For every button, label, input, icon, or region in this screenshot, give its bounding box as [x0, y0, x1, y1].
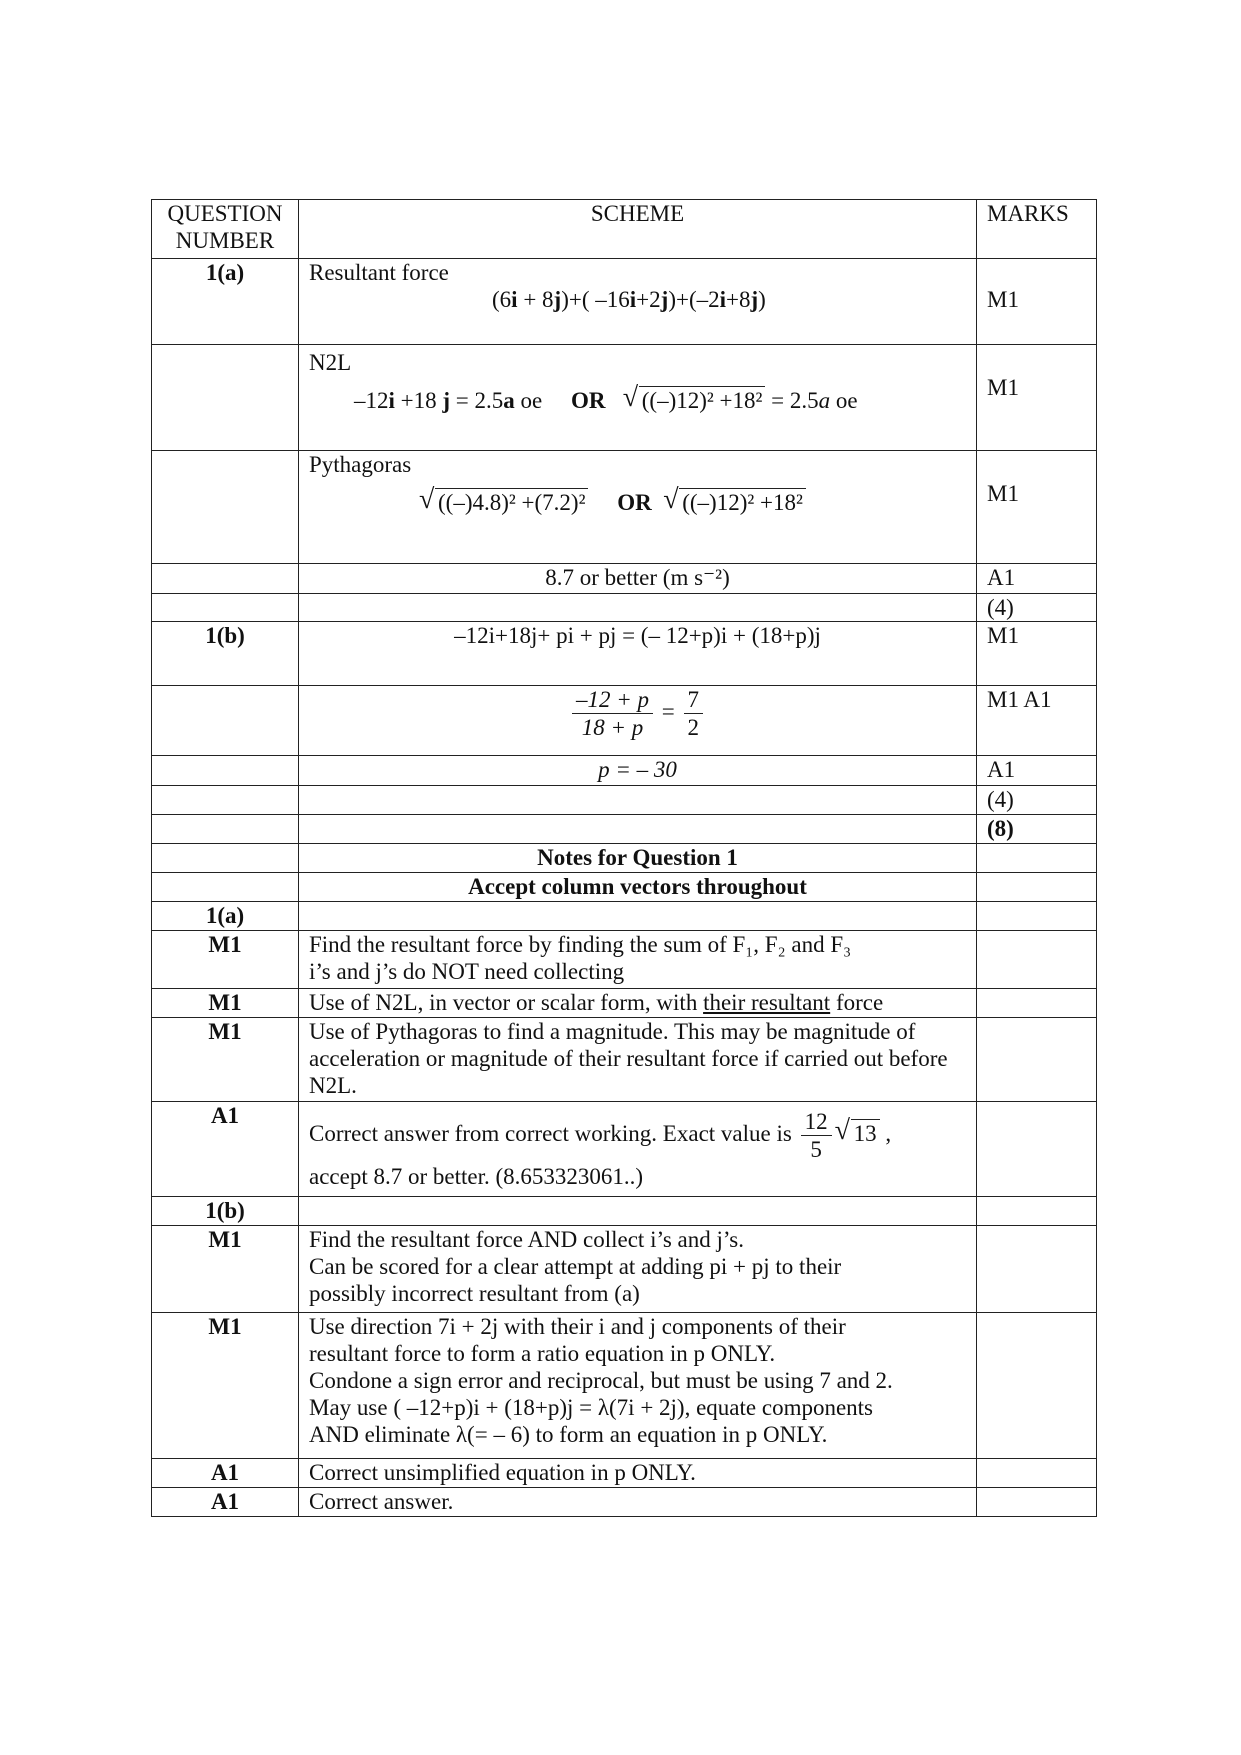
note-mark-label: M1	[152, 931, 299, 989]
table-row	[152, 1313, 1097, 1459]
question-label-empty	[152, 786, 299, 815]
note-mark-label: M1	[152, 1018, 299, 1102]
table-row	[152, 844, 1097, 873]
table-row	[152, 451, 1097, 564]
question-label-empty	[152, 815, 299, 844]
mark-cell	[977, 451, 1097, 564]
table-row	[152, 1197, 1097, 1226]
scheme-cell: –12i+18j+ pi + pj = (– 12+p)i + (18+p)j	[299, 622, 977, 686]
table-row	[152, 873, 1097, 902]
table-row	[152, 622, 1097, 686]
table-row	[152, 259, 1097, 345]
scheme-cell	[299, 259, 977, 345]
table-row	[152, 1459, 1097, 1488]
table-row	[152, 564, 1097, 594]
mark-cell-empty	[977, 1459, 1097, 1488]
scheme-cell-empty	[299, 815, 977, 844]
scheme-title: Pythagoras	[309, 452, 412, 477]
table-row	[152, 594, 1097, 622]
mark-value: M1	[987, 375, 1019, 400]
table-row	[152, 756, 1097, 786]
mark-cell	[977, 259, 1097, 345]
scheme-cell-empty	[299, 594, 977, 622]
mark-cell: (4)	[977, 786, 1097, 815]
scheme-cell-empty	[299, 1197, 977, 1226]
question-label-empty	[152, 844, 299, 873]
note-mark-label: M1	[152, 1226, 299, 1313]
mark-cell: M1	[977, 622, 1097, 686]
mark-cell-empty	[977, 844, 1097, 873]
note-text: Find the resultant force AND collect i’s and j’s. Can be scored for a clear attempt at adding pi + pj to their possibly incorrect resultant from (a)	[299, 1226, 977, 1313]
header-row	[152, 200, 1097, 259]
note-mark-label: A1	[152, 1488, 299, 1517]
note-text: Correct answer.	[299, 1488, 977, 1517]
resultant-equation: (6i + 8j)+( –16i+2j)+(–2i+8j)	[492, 287, 766, 312]
note-mark-label: M1	[152, 1313, 299, 1459]
mark-cell-empty	[977, 989, 1097, 1018]
scheme-title: Resultant force	[309, 260, 449, 285]
mark-cell: (4)	[977, 594, 1097, 622]
table-row	[152, 1018, 1097, 1102]
note-mark-label: A1	[152, 1102, 299, 1197]
mark-cell-empty	[977, 1488, 1097, 1517]
note-text: Use direction 7i + 2j with their i and j components of their resultant force to form a ratio equation in p ONLY. Condone a sign error and reciprocal, but must be using 7 and 2. May use ( –12+p)i + (18+p)j = λ(7i + 2j), equate components AND eliminate λ(= – 6) to form an equation in p ONLY.	[299, 1313, 977, 1459]
mark-value: M1	[987, 287, 1019, 312]
scheme-cell	[299, 451, 977, 564]
table-row	[152, 686, 1097, 756]
pythagoras-equation: √ ((–)4.8)² +(7.2)² OR √ ((–)12)² +18²	[309, 478, 966, 516]
mark-cell-empty	[977, 1313, 1097, 1459]
header-marks: MARKS	[977, 200, 1097, 259]
note-text: Correct answer from correct working. Exact value is $\frac{12}{5}$ √ 13 , accept 8.7 or better. (8.653323061..)	[299, 1102, 977, 1197]
mark-cell: M1 A1	[977, 686, 1097, 756]
scheme-cell-empty	[299, 902, 977, 931]
table-row	[152, 1102, 1097, 1197]
table-row	[152, 786, 1097, 815]
mark-cell-empty	[977, 1018, 1097, 1102]
ratio-right: $\frac{7}{2}$	[684, 686, 704, 741]
scheme-cell	[299, 686, 977, 756]
table-row	[152, 1488, 1097, 1517]
note-text: Use of Pythagoras to find a magnitude. This may be magnitude of acceleration or magnitude of their resultant force if carried out before N2L.	[299, 1018, 977, 1102]
scheme-cell	[299, 345, 977, 451]
total-mark: (8)	[977, 815, 1097, 844]
scheme-cell: p = – 30	[299, 756, 977, 786]
mark-cell-empty	[977, 1226, 1097, 1313]
header-question: QUESTION NUMBER	[152, 200, 299, 259]
mark-cell-empty	[977, 902, 1097, 931]
question-label: 1(a)	[152, 259, 299, 345]
notes-part-label: 1(b)	[152, 1197, 299, 1226]
ratio-left: $\frac{-12 + p}{18 + p}$	[572, 686, 653, 741]
note-text: Use of N2L, in vector or scalar form, with their resultant force	[299, 989, 977, 1018]
scheme-cell-empty	[299, 786, 977, 815]
mark-cell-empty	[977, 873, 1097, 902]
mark-cell	[977, 345, 1097, 451]
notes-title: Notes for Question 1	[299, 844, 977, 873]
scheme-cell: 8.7 or better (m s⁻²)	[299, 564, 977, 594]
question-label-empty	[152, 686, 299, 756]
scheme-title: N2L	[309, 350, 352, 375]
question-label-empty	[152, 564, 299, 594]
question-label-empty	[152, 345, 299, 451]
mark-cell-empty	[977, 931, 1097, 989]
equals-sign: =	[661, 698, 675, 724]
question-label-empty	[152, 873, 299, 902]
table-row	[152, 345, 1097, 451]
mark-cell-empty	[977, 1197, 1097, 1226]
mark-cell-empty	[977, 1102, 1097, 1197]
mark-scheme-table	[151, 199, 1097, 1517]
notes-subtitle: Accept column vectors throughout	[299, 873, 977, 902]
note-text: Correct unsimplified equation in p ONLY.	[299, 1459, 977, 1488]
mark-cell: A1	[977, 564, 1097, 594]
table-row	[152, 989, 1097, 1018]
mark-cell: A1	[977, 756, 1097, 786]
table-row	[152, 931, 1097, 989]
question-label: 1(b)	[152, 622, 299, 686]
note-text: Find the resultant force by finding the sum of F₁, F₂ and F₃ i’s and j’s do NOT need collecting	[299, 931, 977, 989]
mark-value: M1	[987, 481, 1019, 506]
table-row	[152, 902, 1097, 931]
notes-part-label: 1(a)	[152, 902, 299, 931]
note-mark-label: M1	[152, 989, 299, 1018]
note-mark-label: A1	[152, 1459, 299, 1488]
n2l-equation: –12i +18 j = 2.5a oe OR √ ((–)12)² +18² = 2.5a oe	[354, 382, 858, 413]
table-row	[152, 815, 1097, 844]
table-row	[152, 1226, 1097, 1313]
header-scheme: SCHEME	[299, 200, 977, 259]
question-label-empty	[152, 594, 299, 622]
question-label-empty	[152, 756, 299, 786]
question-label-empty	[152, 451, 299, 564]
